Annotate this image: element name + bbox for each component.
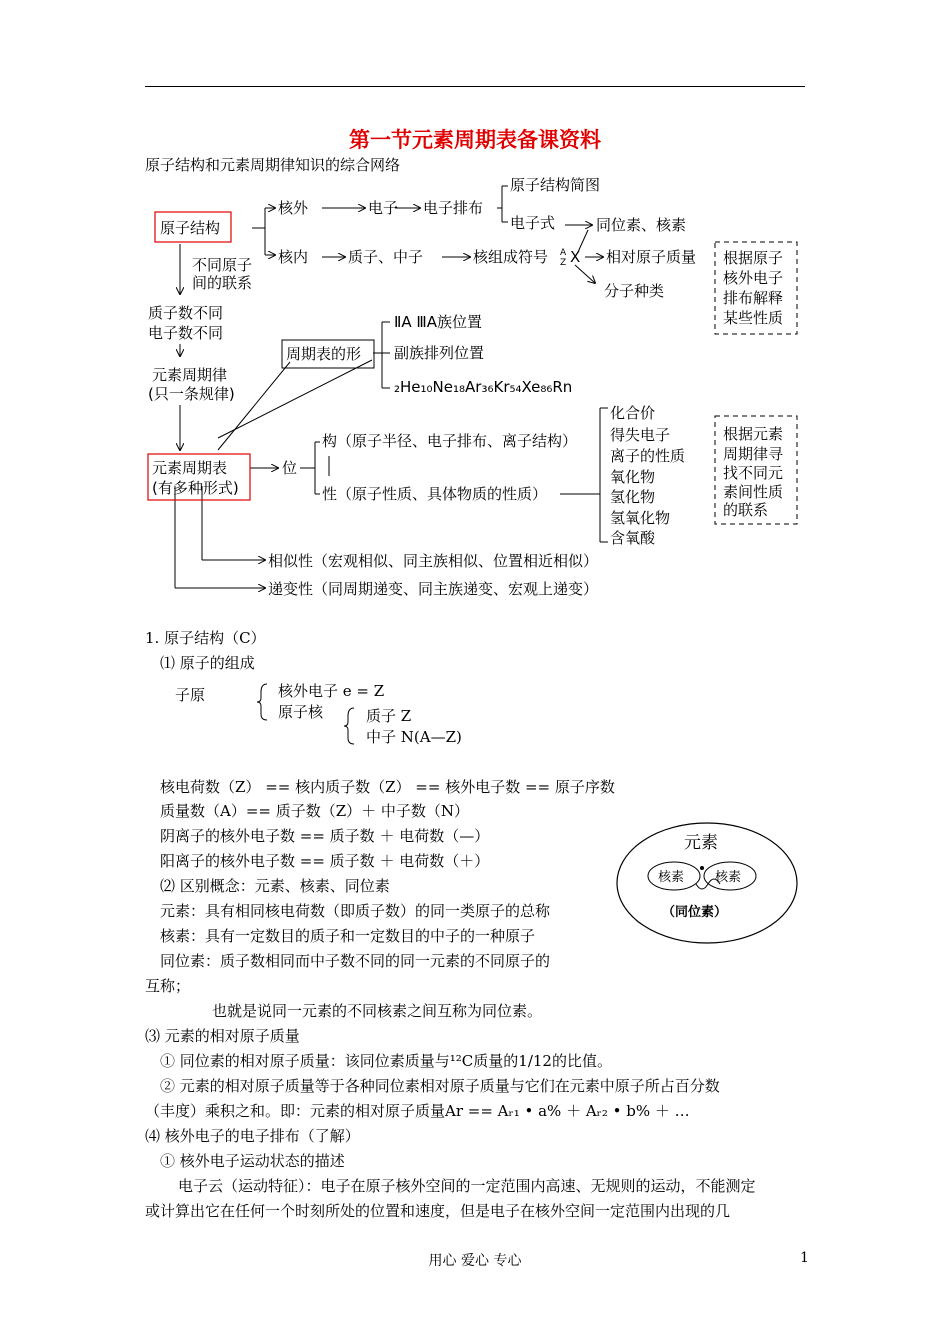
inside-nucleus-label: 核内 (278, 248, 309, 266)
atomic-structure-node: 原子结构 (160, 219, 221, 237)
noble-gases-label: ₂He₁₀Ne₁₈Ar₃₆Kr₅₄Xe₈₆Rn (394, 378, 573, 396)
paragraph-line: （丰度）乘积之和。即：元素的相对原子质量Ar == Aᵣ₁ • a% ＋ Aᵣ₂ • b% ＋ … (145, 1102, 690, 1120)
electron-arrangement-label: 电子排布 (423, 199, 484, 217)
equation-line: 阴离子的核外电子数 == 质子数 ＋ 电荷数（—） (160, 827, 490, 845)
periodic-law-label-1: 元素周期律 (152, 366, 228, 384)
property-item-label: 性（原子性质、具体物质的性质） (322, 485, 548, 503)
isotopes-nuclides-label: 同位素、核素 (596, 216, 687, 234)
protons-neutrons-label: 质子、中子 (348, 248, 424, 266)
venn-isotope-label: （同位素） (662, 905, 728, 920)
structure-item-label: 构（原子半径、电子排布、离子结构） (322, 432, 578, 450)
subsection-heading: ⑶ 元素的相对原子质量 (145, 1027, 300, 1045)
section-heading: 1. 原子结构（C） (145, 629, 266, 647)
equation-line: 质量数（A）== 质子数（Z）＋ 中子数（N） (160, 802, 470, 820)
mass-number-symbol: A (560, 248, 567, 258)
property-item: 化合价 (610, 404, 656, 422)
atom-label: 子原 (175, 686, 206, 704)
page-subtitle: 原子结构和元素周期律知识的综合网络 (145, 156, 401, 174)
note-line: 核外电子 (723, 269, 784, 287)
venn-nuclide-left: 核素 (658, 870, 685, 885)
note-box-2 (723, 425, 783, 519)
group-position-label: ⅡA ⅢA族位置 (394, 313, 483, 331)
definition-line: 核素：具有一定数目的质子和一定数目的中子的一种原子 (160, 927, 536, 945)
relative-atomic-mass-label: 相对原子质量 (606, 248, 697, 266)
protons-line: 质子 Z (366, 707, 412, 725)
element-symbol: X (570, 248, 581, 266)
paragraph-line: ① 同位素的相对原子质量：该同位素质量与¹²C质量的1/12的比值。 (160, 1052, 612, 1070)
periodic-table-node-1: 元素周期表 (152, 459, 228, 477)
link-label-2: 间的联系 (192, 274, 253, 292)
link-label-1: 不同原子 (192, 256, 253, 274)
property-item: 离子的性质 (610, 447, 686, 465)
note-line: 周期律寻 (723, 445, 784, 463)
definition-line: 同位素：质子数相同而中子数不同的同一元素的不同原子的 (160, 952, 551, 970)
paragraph-line: ① 核外电子运动状态的描述 (160, 1152, 345, 1170)
subsection-heading: ⑵ 区别概念：元素、核素、同位素 (160, 877, 390, 895)
header-rule (145, 86, 805, 87)
molecule-types-label: 分子种类 (604, 282, 665, 300)
position-label: 位 (282, 459, 298, 477)
definition-line: 也就是说同一元素的不同核素之间互称为同位素。 (212, 1002, 543, 1020)
note-box-1 (723, 249, 783, 327)
definition-line: 互称； (145, 977, 191, 995)
periodic-table-node-2: (有多种形式) (152, 479, 239, 497)
property-item: 氧化物 (610, 468, 656, 486)
definition-line: 元素：具有相同核电荷数（即质子数）的同一类原子的总称 (160, 902, 551, 920)
property-item: 得失电子 (610, 426, 671, 444)
nuclear-symbol-label: 核组成符号 (473, 248, 549, 266)
property-item: 氢氧化物 (610, 509, 671, 527)
periodic-law-label-2: (只一条规律) (148, 385, 235, 403)
outer-electrons-line: 核外电子 e = Z (278, 682, 385, 700)
venn-nuclide-right: 核素 (715, 870, 742, 885)
property-item: 含氧酸 (610, 529, 656, 547)
subgroup-order-label: 副族排列位置 (394, 344, 485, 362)
subsection-heading: ⑴ 原子的组成 (160, 654, 255, 672)
similarity-label: 相似性（宏观相似、同主族相似、位置相近相似） (268, 552, 599, 570)
note-line: 的联系 (723, 501, 769, 519)
footer-text: 用心 爱心 专心 (428, 1253, 522, 1269)
neutrons-line: 中子 N(A—Z) (366, 728, 462, 746)
electron-label: 电子 (368, 199, 399, 217)
page-title: 第一节元素周期表备课资料 (349, 127, 601, 152)
subsection-heading: ⑷ 核外电子的电子排布（了解） (145, 1127, 360, 1145)
brace-icon (342, 706, 362, 746)
atomic-number-symbol: Z (560, 258, 567, 268)
note-line: 找不同元 (723, 464, 784, 482)
proton-diff-label-1: 质子数不同 (148, 304, 224, 322)
equation-line: 阳离子的核外电子数 == 质子数 ＋ 电荷数（＋） (160, 852, 490, 870)
page-number: 1 (800, 1250, 809, 1266)
structure-diagram-label: 原子结构简图 (510, 176, 601, 194)
element-venn-diagram (612, 818, 802, 948)
outside-nucleus-label: 核外 (278, 199, 309, 217)
note-line: 根据元素 (723, 425, 784, 443)
nucleus-line: 原子核 (278, 703, 324, 721)
equation-line: 核电荷数（Z） == 核内质子数（Z） == 核外电子数 == 原子序数 (160, 778, 615, 796)
paragraph-line: 电子云（运动特征）：电子在原子核外空间的一定范围内高速、无规则的运动，不能测定 (178, 1177, 756, 1195)
gradation-label: 递变性（同周期递变、同主族递变、宏观上递变） (268, 580, 599, 598)
venn-element-label: 元素 (684, 833, 718, 853)
note-line: 排布解释 (723, 289, 784, 307)
table-form-node: 周期表的形 (286, 345, 362, 363)
note-line: 根据原子 (723, 249, 784, 267)
electron-formula-label: 电子式 (510, 214, 556, 232)
property-list (610, 404, 685, 547)
property-item: 氢化物 (610, 488, 656, 506)
note-line: 某些性质 (723, 309, 784, 327)
paragraph-line: ② 元素的相对原子质量等于各种同位素相对原子质量与它们在元素中原子所占百分数 (160, 1077, 720, 1095)
concept-map (140, 170, 820, 610)
proton-diff-label-2: 电子数不同 (148, 324, 224, 342)
brace-icon (255, 682, 275, 722)
paragraph-line: 或计算出它在任何一个时刻所处的位置和速度，但是电子在核外空间一定范围内出现的几 (145, 1202, 731, 1220)
note-line: 素间性质 (723, 483, 784, 501)
